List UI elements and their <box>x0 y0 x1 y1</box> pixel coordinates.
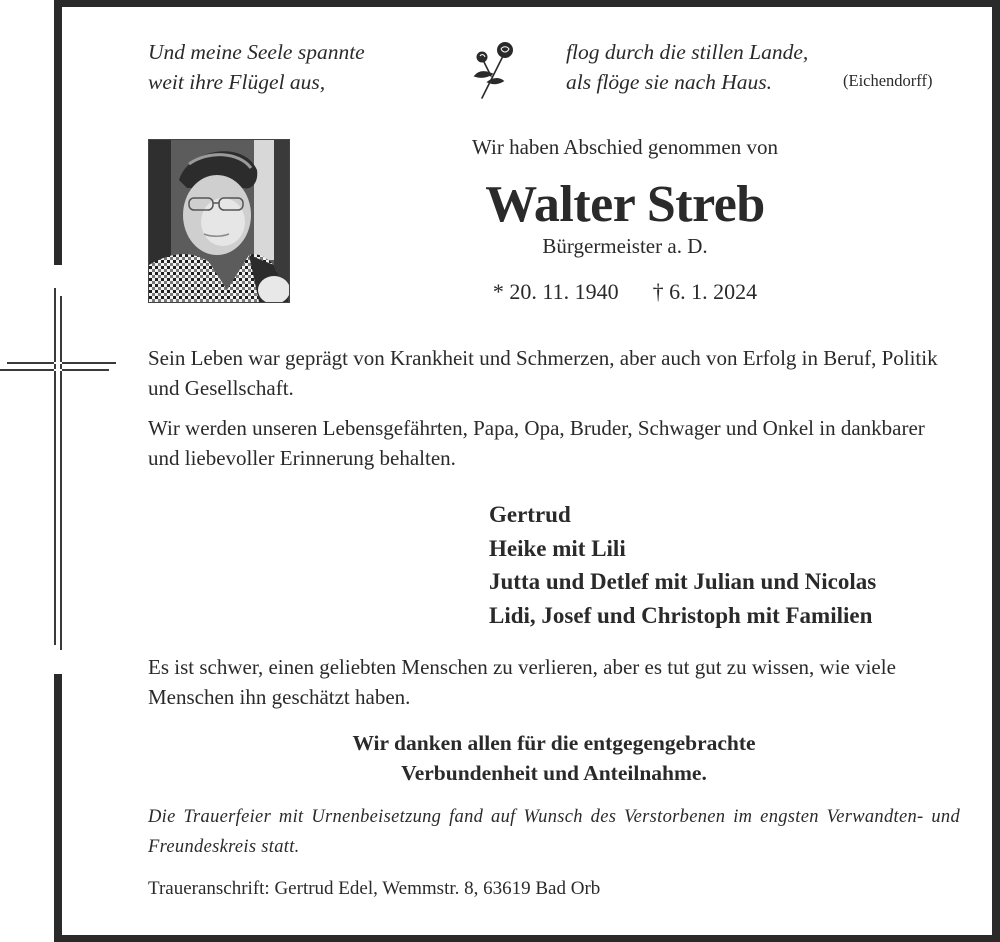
mourner: Lidi, Josef und Christoph mit Familien <box>489 602 873 628</box>
cross-gap <box>54 362 62 364</box>
paragraph-comfort: Es ist schwer, einen geliebten Menschen zu verlieren, aber es tut gut zu wissen, wie viele Menschen ihn geschätzt haben. <box>148 655 896 709</box>
poem-line: als flöge sie nach Haus. <box>566 70 773 94</box>
thanks-block <box>148 728 960 788</box>
mourner: Gertrud <box>489 502 571 527</box>
poem-line: Und meine Seele spannte <box>148 40 365 64</box>
intro-text: Wir haben Abschied genommen von <box>472 135 778 159</box>
cross-gap <box>54 369 62 371</box>
mourner: Jutta und Detlef mit Julian und Nicolas <box>489 569 877 594</box>
poem-right <box>566 37 808 97</box>
deceased-name: Walter Streb <box>485 176 765 233</box>
frame-border-left-upper <box>54 0 62 265</box>
paragraph-remembrance: Wir werden unseren Lebensgefährten, Papa, Opa, Bruder, Schwager und Onkel in dankbarer und liebevoller Erinnerung behalten. <box>148 416 925 470</box>
thanks-line: Verbundenheit und Anteilnahme. <box>401 761 707 785</box>
frame-border-bottom <box>54 935 1000 942</box>
poem-left <box>148 37 365 97</box>
portrait-photo <box>148 139 290 303</box>
birth-date: * 20. 11. 1940 <box>492 279 619 304</box>
mourning-address: Traueranschrift: Gertrud Edel, Wemmstr. 8, 63619 Bad Orb <box>148 878 601 899</box>
life-dates <box>380 279 870 305</box>
paragraph-life: Sein Leben war geprägt von Krankheit und Schmerzen, aber auch von Erfolg in Beruf, Politik und Gesellschaft. <box>148 346 938 400</box>
mourner: Heike mit Lili <box>489 535 626 561</box>
poem-line: flog durch die stillen Lande, <box>566 40 809 64</box>
cross-vertical-line <box>60 296 62 650</box>
cross-vertical-line <box>54 288 56 645</box>
frame-border-right <box>992 0 1000 942</box>
thanks-line: Wir danken allen für die entgegengebrachte <box>352 731 756 755</box>
ceremony-note: Die Trauerfeier mit Urnenbeisetzung fand auf Wunsch des Verstorbenen im engsten Verwandten- und Freundeskreis statt. <box>148 807 960 857</box>
frame-border-top <box>54 0 1000 7</box>
frame-border-left-lower <box>54 674 62 942</box>
poem-author: (Eichendorff) <box>843 71 933 90</box>
rose-icon <box>465 38 515 100</box>
mourners-list <box>489 498 876 632</box>
death-date: † 6. 1. 2024 <box>652 279 758 304</box>
portrait-image <box>149 140 289 302</box>
deceased-title: Bürgermeister a. D. <box>542 234 708 258</box>
poem-line: weit ihre Flügel aus, <box>148 70 326 94</box>
